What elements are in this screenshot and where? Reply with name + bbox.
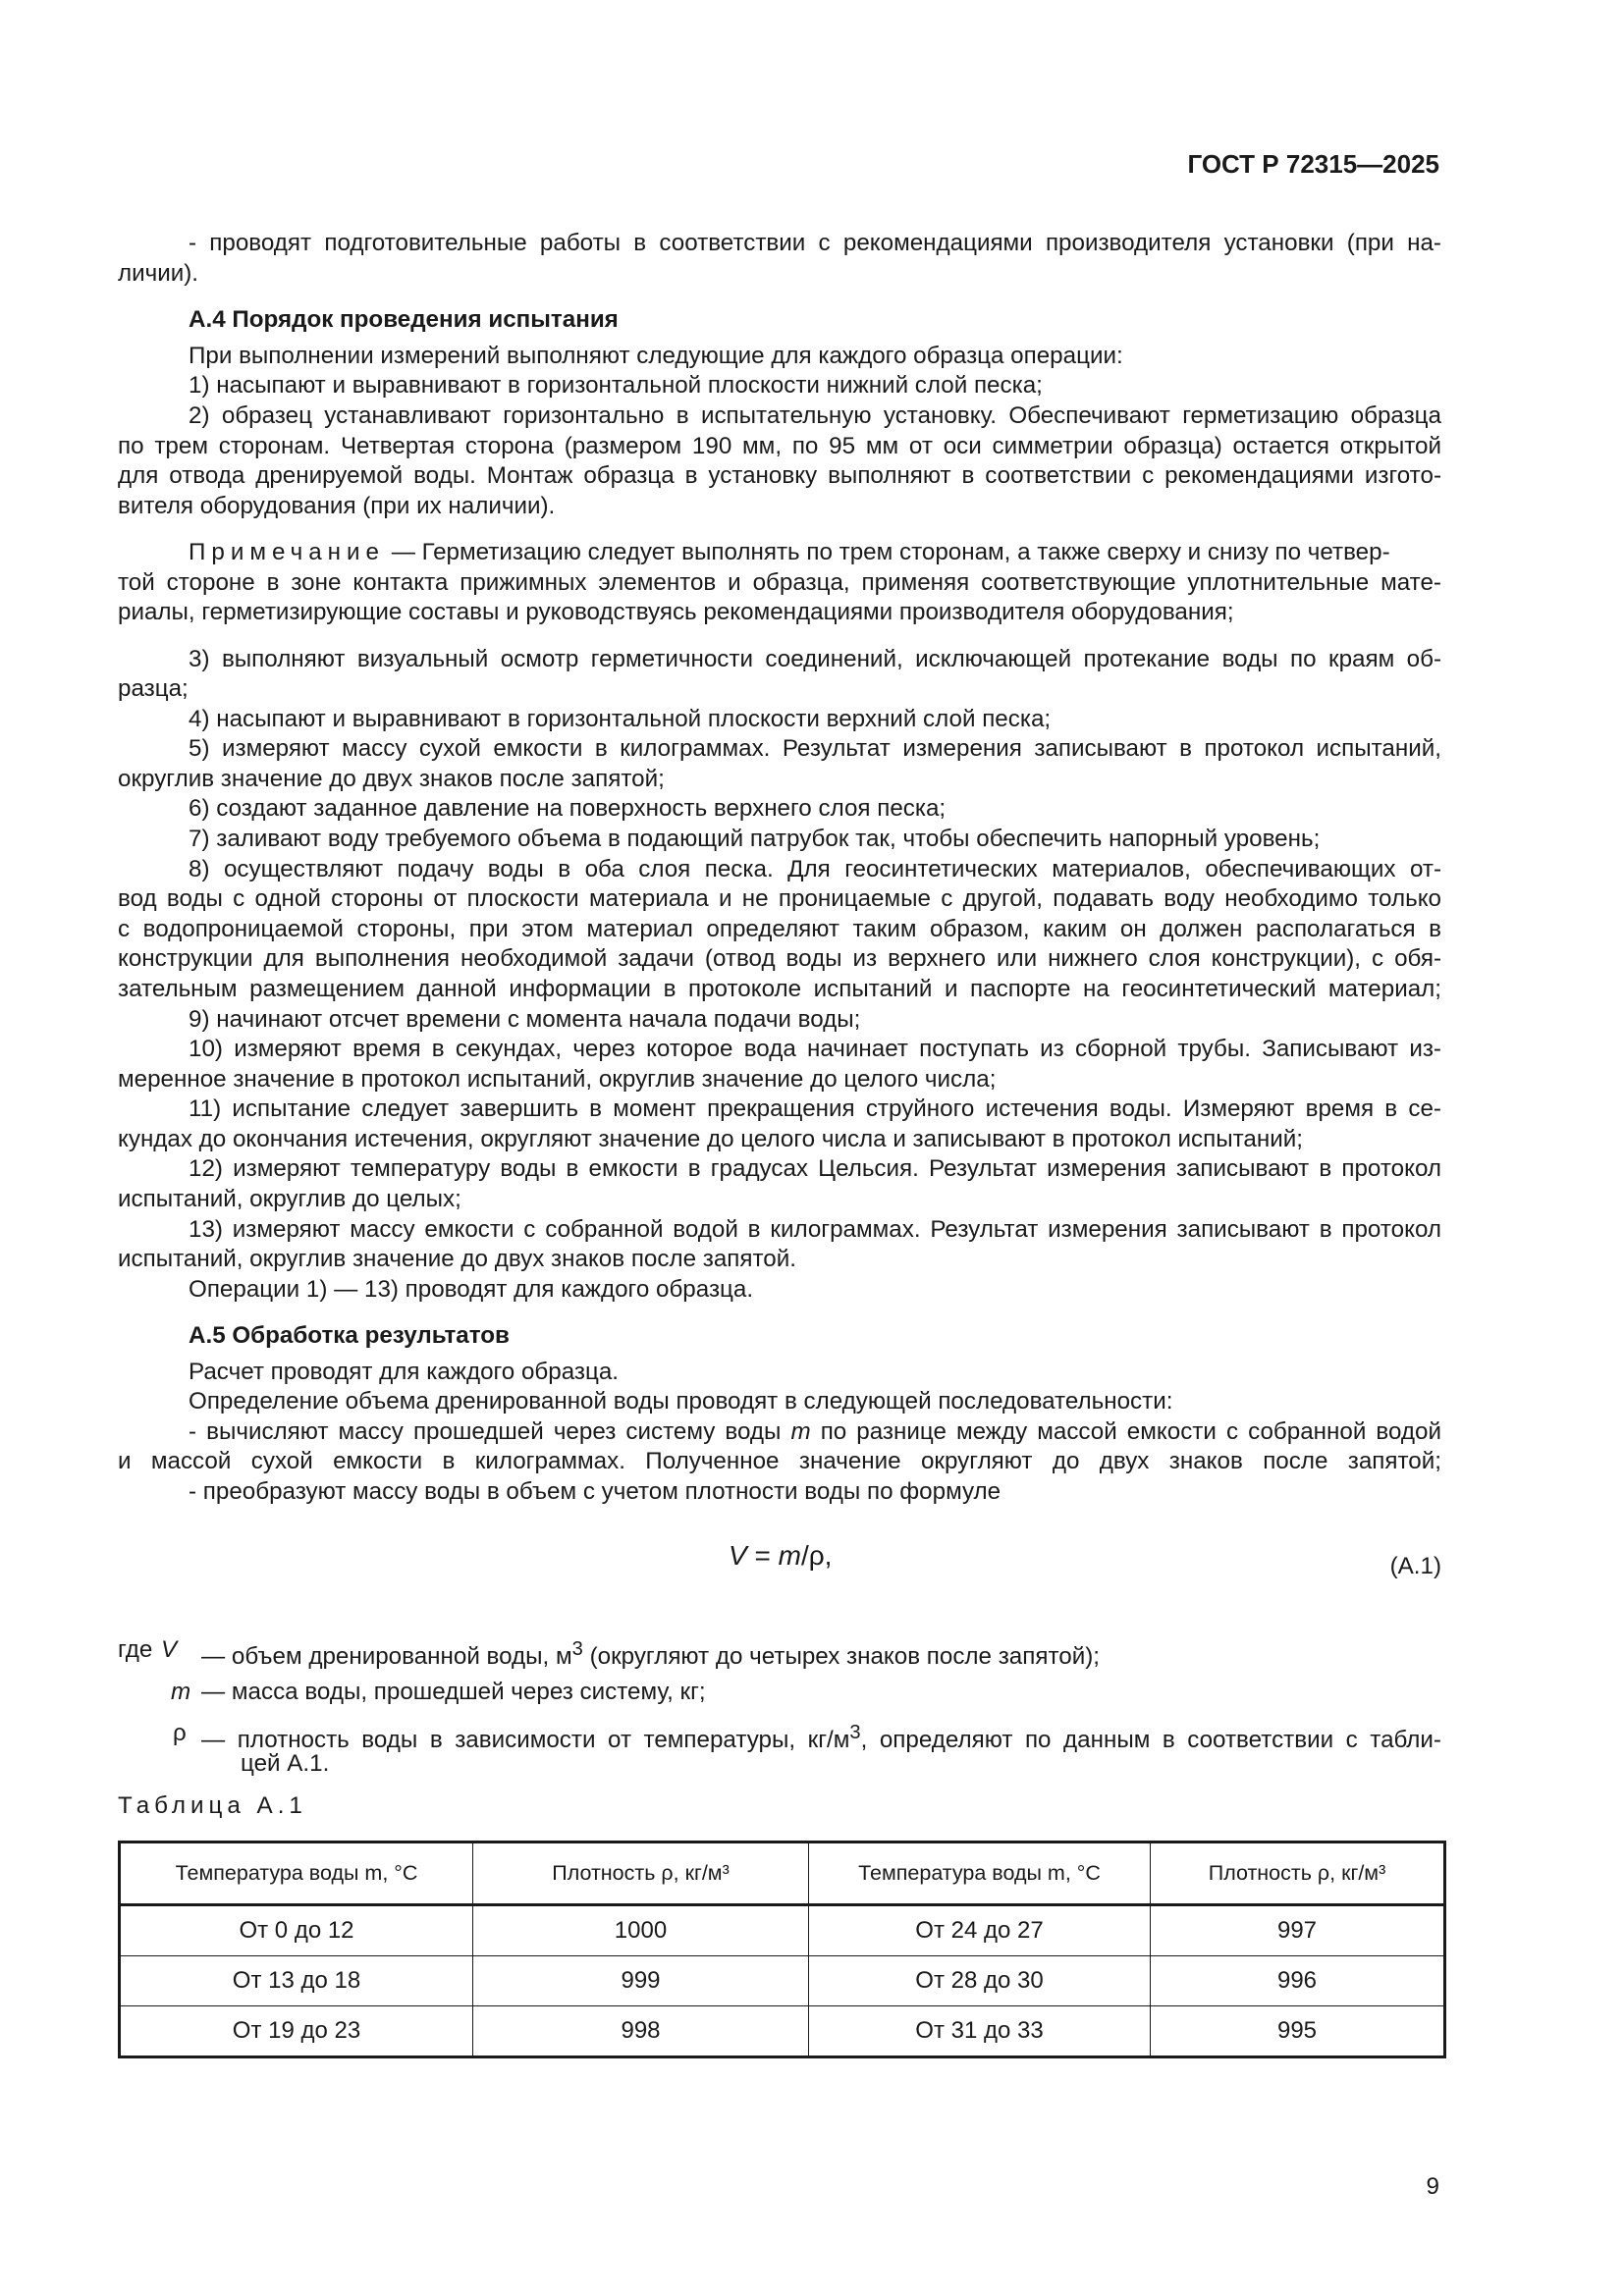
paragraph-line: испытаний, округлив до целых; (118, 1186, 461, 1212)
table-row (120, 2006, 1445, 2057)
column-header: Плотность ρ, кг/м³ (1151, 1842, 1445, 1905)
density-table (118, 1841, 1446, 2058)
list-item-6: 6) создают заданное давление на поверхность верхнего слоя песка; (189, 795, 947, 822)
legend-desc-v: — объем дренированной воды, $м^3$ (округляют до четырех знаков после запятой); (201, 1638, 1101, 1671)
legend-desc-m: — масса воды, прошедшей через систему, кг; (201, 1679, 706, 1705)
paragraph-line: Операции 1) — 13) проводят для каждого образца. (189, 1276, 754, 1303)
table-cell: От 31 до 33 (809, 2006, 1151, 2057)
paragraph-line: с водопроницаемой стороны, при этом материал определяют таким образом, каким он должен располагаться в (118, 916, 1441, 942)
note-label: Примечание (189, 539, 385, 565)
document-code: ГОСТ Р 72315—2025 (1187, 149, 1439, 179)
paragraph-line: по трем сторонам. Четвертая сторона (размером 190 мм, по 95 мм от оси симметрии образца) остается открытой (118, 433, 1441, 459)
table-cell: 999 (473, 1956, 809, 2006)
paragraph-line: конструкции для выполнения необходимой задачи (отвод воды из верхнего или нижнего слоя конструкции), с обя- (118, 945, 1441, 972)
paragraph-line: для отвода дренируемой воды. Монтаж образца в установку выполняют в соответствии с рекомендациями изгото- (118, 462, 1441, 489)
paragraph-line: - проводят подготовительные работы в соответствии с рекомендациями производителя установки (при на- (189, 230, 1441, 256)
section-heading-a4: А.4 Порядок проведения испытания (189, 306, 619, 333)
list-item-10: 10) измеряют время в секундах, через которое вода начинает поступать из сборной трубы. Записывают из- (189, 1036, 1441, 1062)
formula-a1: V = m/ρ, (729, 1540, 833, 1571)
column-header: Температура воды m, °С (120, 1842, 473, 1905)
table-cell: От 0 до 12 (120, 1905, 473, 1956)
column-header: Температура воды m, °С (809, 1842, 1151, 1905)
paragraph-line: разца; (118, 675, 189, 702)
list-item-11: 11) испытание следует завершить в момент прекращения струйного истечения воды. Измеряют время в се- (189, 1095, 1441, 1122)
paragraph-line: зательным размещением данной информации в протоколе испытаний и паспорте на геосинтетический материал; (118, 976, 1441, 1002)
list-item-7: 7) заливают воду требуемого объема в подающий патрубок так, чтобы обеспечить напорный уровень; (189, 826, 1321, 852)
table-caption: Таблица А.1 (118, 1792, 307, 1819)
note-line: риалы, герметизирующие составы и руководствуясь рекомендациями производителя оборудования; (118, 599, 1234, 625)
column-header: Плотность ρ, кг/м³ (473, 1842, 809, 1905)
paragraph-line: вителя оборудования (при их наличии). (118, 493, 556, 519)
table-row (120, 1905, 1445, 1956)
legend-symbol-v: V (161, 1636, 178, 1663)
table-cell: 1000 (473, 1905, 809, 1956)
paragraph-line: вод воды с одной стороны от плоскости материала и не проницаемые с другой, подавать воду необходимо только (118, 885, 1441, 912)
list-item-8: 8) осуществляют подачу воды в оба слоя песка. Для геосинтетических материалов, обеспечивающих от- (189, 856, 1441, 882)
bullet-item: - вычисляют массу прошедшей через систему воды m по разнице между массой емкости с собранной водой (189, 1418, 1441, 1445)
table-header-row (120, 1842, 1445, 1905)
list-item-3: 3) выполняют визуальный осмотр герметичности соединений, исключающей протекание воды по краям об- (189, 646, 1441, 672)
legend-symbol-rho: ρ (173, 1720, 187, 1746)
formula-number: (А.1) (1389, 1553, 1441, 1579)
legend-where: где (118, 1636, 153, 1663)
legend-symbol-m: m (171, 1679, 191, 1705)
paragraph-line: и массой сухой емкости в килограммах. Полученное значение округляют до двух знаков после запятой; (118, 1448, 1441, 1474)
table-cell: 997 (1151, 1905, 1445, 1956)
table-cell: От 28 до 30 (809, 1956, 1151, 2006)
list-item-4: 4) насыпают и выравнивают в горизонтальной плоскости верхний слой песка; (189, 706, 1052, 732)
paragraph-line: личии). (118, 260, 199, 287)
paragraph-line: Расчет проводят для каждого образца. (189, 1359, 620, 1385)
list-item-9: 9) начинают отсчет времени с момента начала подачи воды; (189, 1006, 861, 1033)
paragraph-line: испытаний, округлив значение до двух знаков после запятой. (118, 1246, 796, 1272)
paragraph-line: При выполнении измерений выполняют следующие для каждого образца операции: (189, 343, 1123, 369)
table-cell: От 13 до 18 (120, 1956, 473, 2006)
list-item-2: 2) образец устанавливают горизонтально в испытательную установку. Обеспечивают герметизацию образца (189, 402, 1441, 429)
note-line: Примечание — Герметизацию следует выполнять по трем сторонам, а также сверху и снизу по четвер- (189, 539, 1390, 565)
bullet-item: - преобразуют массу воды в объем с учетом плотности воды по формуле (189, 1478, 1001, 1505)
list-item-1: 1) насыпают и выравнивают в горизонтальной плоскости нижний слой песка; (189, 372, 1043, 399)
table-row (120, 1956, 1445, 2006)
table-cell: От 24 до 27 (809, 1905, 1151, 1956)
list-item-13: 13) измеряют массу емкости с собранной водой в килограммах. Результат измерения записывают в протокол (189, 1216, 1441, 1243)
page-number: 9 (1426, 2173, 1439, 2200)
table-cell: 996 (1151, 1956, 1445, 2006)
list-item-12: 12) измеряют температуру воды в емкости в градусах Цельсия. Результат измерения записывают в протокол (189, 1155, 1441, 1182)
table-cell: 995 (1151, 2006, 1445, 2057)
section-heading-a5: А.5 Обработка результатов (189, 1322, 510, 1349)
legend-desc-rho: — плотность воды в зависимости от температуры, $кг/м^3$, определяют по данным в соответствии с табли- (201, 1722, 1441, 1754)
paragraph-line: меренное значение в протокол испытаний, округлив значение до целого числа; (118, 1066, 997, 1093)
table-cell: 998 (473, 2006, 809, 2057)
list-item-5: 5) измеряют массу сухой емкости в килограммах. Результат измерения записывают в протокол испытаний, (189, 735, 1441, 762)
paragraph-line: кундах до окончания истечения, округляют значение до целого числа и записывают в протокол испытаний; (118, 1126, 1303, 1152)
paragraph-line: округлив значение до двух знаков после запятой; (118, 766, 665, 792)
table-cell: От 19 до 23 (120, 2006, 473, 2057)
note-line: той стороне в зоне контакта прижимных элементов и образца, применяя соответствующие уплотнительные мате- (118, 569, 1441, 596)
paragraph-line: Определение объема дренированной воды проводят в следующей последовательности: (189, 1388, 1173, 1415)
legend-desc-rho-cont: цей А.1. (241, 1750, 330, 1777)
